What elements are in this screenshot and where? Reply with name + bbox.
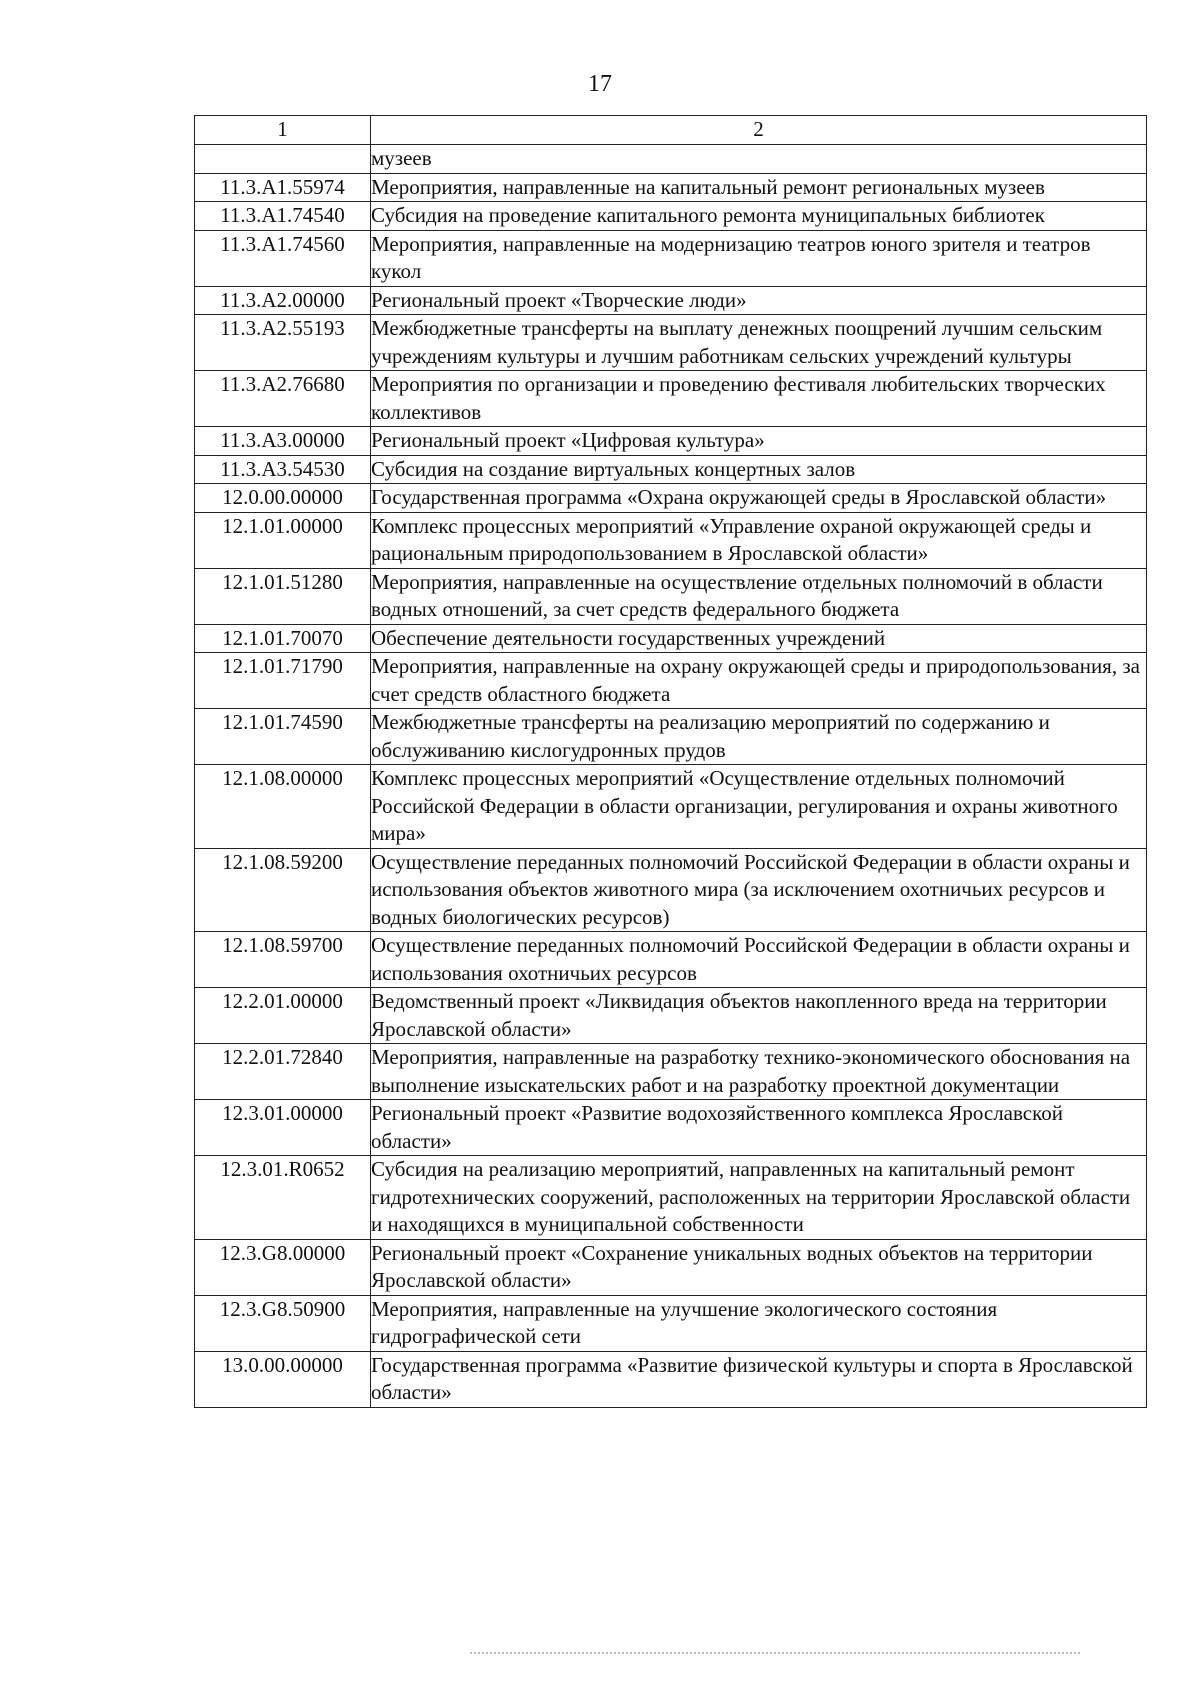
row-code-cell: 11.3.A2.76680: [195, 371, 371, 427]
table-row: [195, 230, 1147, 286]
row-name-cell: Государственная программа «Охрана окружающей среды в Ярославской области»: [371, 484, 1147, 513]
row-name-cell: Осуществление переданных полномочий Российской Федерации в области охраны и использования охотничьих ресурсов: [371, 932, 1147, 988]
table-row: [195, 568, 1147, 624]
column-header-code: 1: [195, 116, 371, 145]
row-code-cell: 12.1.01.74590: [195, 709, 371, 765]
row-code-cell: 12.1.01.71790: [195, 653, 371, 709]
table-row: [195, 1100, 1147, 1156]
table-row: [195, 512, 1147, 568]
row-code-cell: 11.3.A3.54530: [195, 455, 371, 484]
table-row: [195, 1156, 1147, 1240]
row-name-cell: Осуществление переданных полномочий Российской Федерации в области охраны и использования объектов животного мира (за исключением охотничьих ресурсов и водных биологических ресурсов): [371, 848, 1147, 932]
page-number: 17: [588, 71, 612, 97]
row-name-cell: Субсидия на создание виртуальных концертных залов: [371, 455, 1147, 484]
table-row: [195, 1351, 1147, 1407]
row-name-cell: Субсидия на реализацию мероприятий, направленных на капитальный ремонт гидротехнических сооружений, расположенных на территории Ярославской области и находящихся в муниципальной собственности: [371, 1156, 1147, 1240]
row-name-cell: Региональный проект «Творческие люди»: [371, 286, 1147, 315]
footer-divider: [470, 1652, 1080, 1656]
row-name-cell: Мероприятия, направленные на охрану окружающей среды и природопользования, за счет средств областного бюджета: [371, 653, 1147, 709]
table-row: [195, 1044, 1147, 1100]
table-row: [195, 765, 1147, 849]
row-name-cell: Ведомственный проект «Ликвидация объектов накопленного вреда на территории Ярославской области»: [371, 988, 1147, 1044]
table-row: [195, 173, 1147, 202]
table-row: [195, 484, 1147, 513]
row-name-cell: Комплекс процессных мероприятий «Осуществление отдельных полномочий Российской Федерации в области организации, регулирования и охраны животного мира»: [371, 765, 1147, 849]
row-name-cell: музеев: [371, 145, 1147, 174]
table-body: [195, 145, 1147, 1408]
row-code-cell: 12.1.01.00000: [195, 512, 371, 568]
row-code-cell: 12.1.08.59700: [195, 932, 371, 988]
row-name-cell: Региональный проект «Сохранение уникальных водных объектов на территории Ярославской области»: [371, 1239, 1147, 1295]
row-name-cell: Межбюджетные трансферты на реализацию мероприятий по содержанию и обслуживанию кислогудронных прудов: [371, 709, 1147, 765]
row-name-cell: Мероприятия, направленные на разработку технико-экономического обоснования на выполнение изыскательских работ и на разработку проектной документации: [371, 1044, 1147, 1100]
row-code-cell: 12.1.08.59200: [195, 848, 371, 932]
table-row: [195, 315, 1147, 371]
row-name-cell: Комплекс процессных мероприятий «Управление охраной окружающей среды и рациональным природопользованием в Ярославской области»: [371, 512, 1147, 568]
table-row: [195, 932, 1147, 988]
row-code-cell: 12.2.01.00000: [195, 988, 371, 1044]
row-code-cell: [195, 145, 371, 174]
table-row: [195, 371, 1147, 427]
column-header-name: 2: [371, 116, 1147, 145]
table-row: [195, 427, 1147, 456]
row-name-cell: Региональный проект «Развитие водохозяйственного комплекса Ярославской области»: [371, 1100, 1147, 1156]
row-name-cell: Мероприятия, направленные на капитальный ремонт региональных музеев: [371, 173, 1147, 202]
table-row: [195, 202, 1147, 231]
row-code-cell: 12.3.01.R0652: [195, 1156, 371, 1240]
row-code-cell: 11.3.A2.00000: [195, 286, 371, 315]
row-code-cell: 11.3.A2.55193: [195, 315, 371, 371]
row-code-cell: 11.3.A1.74560: [195, 230, 371, 286]
budget-classification-table: [194, 115, 1147, 1408]
table-row: [195, 988, 1147, 1044]
table-row: [195, 145, 1147, 174]
row-name-cell: Региональный проект «Цифровая культура»: [371, 427, 1147, 456]
row-code-cell: 11.3.A3.00000: [195, 427, 371, 456]
row-name-cell: Мероприятия, направленные на осуществление отдельных полномочий в области водных отношений, за счет средств федерального бюджета: [371, 568, 1147, 624]
row-name-cell: Межбюджетные трансферты на выплату денежных поощрений лучшим сельским учреждениям культуры и лучшим работникам сельских учреждений культуры: [371, 315, 1147, 371]
row-code-cell: 12.3.G8.50900: [195, 1295, 371, 1351]
row-code-cell: 12.1.01.70070: [195, 624, 371, 653]
row-name-cell: Обеспечение деятельности государственных учреждений: [371, 624, 1147, 653]
row-code-cell: 11.3.A1.55974: [195, 173, 371, 202]
table-row: [195, 1295, 1147, 1351]
row-code-cell: 13.0.00.00000: [195, 1351, 371, 1407]
table-row: [195, 624, 1147, 653]
row-code-cell: 12.3.01.00000: [195, 1100, 371, 1156]
table-row: [195, 653, 1147, 709]
table-row: [195, 286, 1147, 315]
table-header-row: [195, 116, 1147, 145]
table-row: [195, 709, 1147, 765]
row-code-cell: 12.1.01.51280: [195, 568, 371, 624]
row-code-cell: 12.1.08.00000: [195, 765, 371, 849]
table-row: [195, 848, 1147, 932]
row-code-cell: 12.0.00.00000: [195, 484, 371, 513]
row-code-cell: 12.2.01.72840: [195, 1044, 371, 1100]
table-row: [195, 1239, 1147, 1295]
row-name-cell: Государственная программа «Развитие физической культуры и спорта в Ярославской области»: [371, 1351, 1147, 1407]
row-code-cell: 12.3.G8.00000: [195, 1239, 371, 1295]
row-code-cell: 11.3.A1.74540: [195, 202, 371, 231]
row-name-cell: Мероприятия по организации и проведению фестиваля любительских творческих коллективов: [371, 371, 1147, 427]
row-name-cell: Мероприятия, направленные на улучшение экологического состояния гидрографической сети: [371, 1295, 1147, 1351]
row-name-cell: Мероприятия, направленные на модернизацию театров юного зрителя и театров кукол: [371, 230, 1147, 286]
table-row: [195, 455, 1147, 484]
row-name-cell: Субсидия на проведение капитального ремонта муниципальных библиотек: [371, 202, 1147, 231]
